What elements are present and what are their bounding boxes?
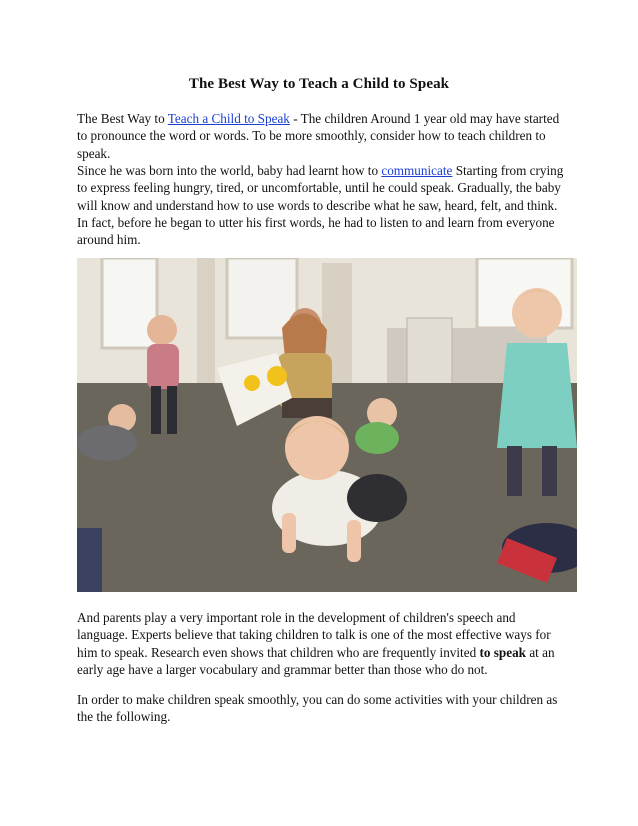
intro-paragraph — [77, 110, 567, 162]
parents-text-start: And parents play a very important role in the development of children's speech and language. Experts believe that taking children to talk is one of the most effective ways for him to speak. Research even shows that children who are frequently invited — [77, 610, 551, 660]
page-title: The Best Way to Teach a Child to Speak — [188, 76, 450, 92]
intro-text-start: The Best Way to — [77, 111, 168, 126]
bold-speak: speak — [493, 644, 527, 660]
communication-paragraph — [77, 162, 567, 248]
activities-paragraph: In order to make children speak smoothly, you can do some activities with your children as the the following. — [77, 692, 558, 725]
parents-text-end: at an early age have a larger vocabulary and grammar better than those who do not. — [77, 644, 555, 677]
communicate-link[interactable]: communicate — [381, 163, 453, 178]
photo-illustration — [77, 258, 577, 592]
communication-text-end: Starting from crying to express feeling hungry, tired, or uncomfortable, until he could speak. Gradually, the baby will know and understand how to use words to describe what he saw, heard, felt, and think. In fact, before he began to utter his first words, he had to listen to and learn from everyone around him. — [77, 163, 564, 248]
teach-child-link[interactable]: Teach a Child to Speak — [167, 111, 290, 126]
intro-text-end: - The children Around 1 year old may have started to pronounce the word or words. To be more smoothly, consider how to teach children to speak. — [77, 111, 560, 161]
parents-role-paragraph — [77, 609, 567, 678]
children-playing-photo — [77, 258, 577, 592]
communication-text-start: Since he was born into the world, baby had learnt how to — [77, 163, 382, 178]
bold-to: to — [479, 644, 491, 660]
